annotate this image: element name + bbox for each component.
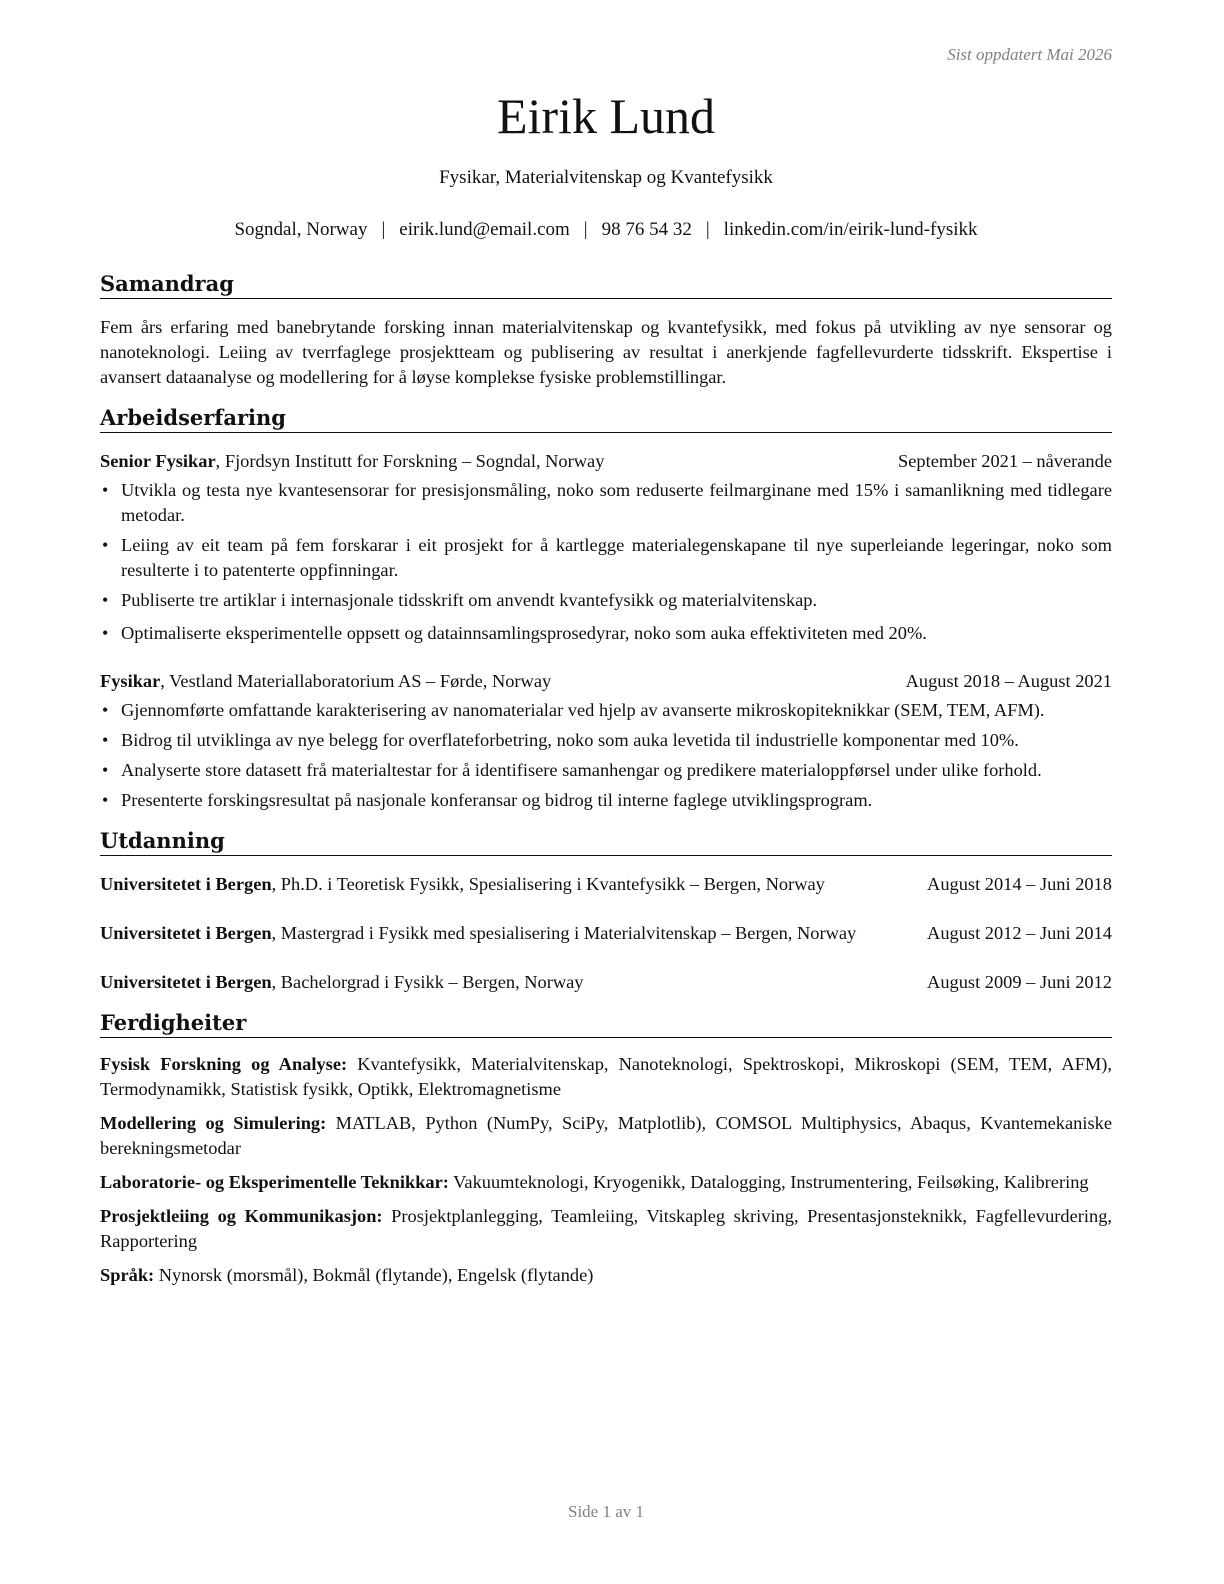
job-org: , Vestland Materiallaboratorium AS – Førde, Norway	[160, 671, 552, 691]
resume-content	[100, 270, 1112, 1297]
section-title-skills: Ferdigheiter	[100, 1009, 1112, 1038]
summary-text: Fem års erfaring med banebrytande forsking innan materialvitenskap og kvantefysikk, med fokus på utvikling av nye sensorar og nanoteknologi. Leiing av tverrfaglege prosjektteam og publisering av resultat i anerkjende fagfellevurderte tidsskrift. Ekspertise i avansert dataanalyse og modellering for å løyse komplekse fysiske problemstillingar.	[100, 317, 1112, 387]
job-bullets	[100, 698, 1112, 813]
contact-linkedin[interactable]: linkedin.com/in/eirik-lund-fysikk	[723, 219, 978, 240]
summary-section	[100, 270, 1112, 390]
job-org: , Fjordsyn Institutt for Forskning – Sogndal, Norway	[215, 451, 605, 471]
education-dates: August 2014 – Juni 2018	[927, 874, 1112, 894]
contact-phone: 98 76 54 32	[601, 219, 692, 240]
skill-group	[100, 1170, 1112, 1195]
skill-items: Kvantefysikk, Materialvitenskap, Nanoteknologi, Spektroskopi, Mikroskopi (SEM, TEM, AFM), Termodynamikk, Statistisk fysikk, Optikk, Elektromagnetisme	[100, 1054, 1112, 1099]
education-school: Universitetet i Bergen	[100, 923, 272, 943]
contact-email[interactable]: eirik.lund@email.com	[399, 219, 570, 240]
education-heading	[100, 872, 927, 897]
skill-label: Laboratorie- og Eksperimentelle Teknikkar:	[100, 1172, 449, 1192]
education-school: Universitetet i Bergen	[100, 972, 272, 992]
skill-group	[100, 1204, 1112, 1254]
education-degree: , Bachelorgrad i Fysikk – Bergen, Norway	[271, 972, 584, 992]
contact-separator: |	[705, 219, 710, 240]
job-dates: September 2021 – nåverande	[898, 451, 1112, 471]
education-entry	[100, 970, 1112, 995]
contact-line	[0, 219, 1212, 241]
job-header	[100, 449, 1112, 474]
education-heading	[100, 970, 927, 995]
job-heading	[100, 449, 876, 474]
skill-items: Vakuumteknologi, Kryogenikk, Datalogging, Instrumentering, Feilsøking, Kalibrering	[448, 1172, 1089, 1192]
job-bullet: • Optimaliserte eksperimentelle oppsett og datainnsamlingsprosedyrar, noko som auka effektiviteten med 20%.	[100, 621, 1112, 646]
job-role: Senior Fysikar	[100, 451, 216, 471]
person-title: Fysikar, Materialvitenskap og Kvantefysikk	[439, 167, 773, 188]
job-bullet: • Utvikla og testa nye kvantesensorar for presisjonsmåling, noko som reduserte feilmarginane med 15% i samanlikning med tidlegare metodar.	[100, 478, 1112, 528]
job-entry	[100, 449, 1112, 646]
skill-label: Språk:	[100, 1265, 155, 1285]
skills-list	[100, 1052, 1112, 1288]
section-title-experience: Arbeidserfaring	[100, 404, 1112, 433]
education-section	[100, 827, 1112, 995]
last-updated: Sist oppdatert Mai 2026	[947, 45, 1112, 64]
education-entry	[100, 872, 1112, 897]
skill-items: MATLAB, Python (NumPy, SciPy, Matplotlib), COMSOL Multiphysics, Abaqus, Kvantemekaniske berekningsmetodar	[100, 1113, 1112, 1158]
person-name: Eirik Lund	[496, 88, 716, 144]
job-bullet: • Analyserte store datasett frå materialtestar for å identifisere samanhengar og predikere materialoppførsel under ulike forhold.	[100, 758, 1112, 783]
job-bullet: • Presenterte forskingsresultat på nasjonale konferansar og bidrog til interne faglege utviklingsprogram.	[100, 788, 1112, 813]
education-entry	[100, 921, 1112, 946]
job-bullet: • Leiing av eit team på fem forskarar i eit prosjekt for å kartlegge materialegenskapane til nye superleiande legeringar, noko som resulterte i to patenterte oppfinningar.	[100, 533, 1112, 583]
education-degree: , Mastergrad i Fysikk med spesialisering i Materialvitenskap – Bergen, Norway	[271, 923, 857, 943]
job-bullet: • Publiserte tre artiklar i internasjonale tidsskrift om anvendt kvantefysikk og materialvitenskap.	[100, 588, 1112, 613]
section-title-education: Utdanning	[100, 827, 1112, 856]
skill-label: Fysisk Forskning og Analyse:	[100, 1054, 348, 1074]
skill-label: Prosjektleiing og Kommunikasjon:	[100, 1206, 383, 1226]
job-header	[100, 669, 1112, 694]
job-heading	[100, 669, 906, 694]
education-dates: August 2012 – Juni 2014	[927, 923, 1112, 943]
education-degree: , Ph.D. i Teoretisk Fysikk, Spesialisering i Kvantefysikk – Bergen, Norway	[271, 874, 825, 894]
contact-location: Sogndal, Norway	[234, 219, 368, 240]
skill-group	[100, 1111, 1112, 1161]
skill-label: Modellering og Simulering:	[100, 1113, 327, 1133]
job-entry	[100, 669, 1112, 813]
section-title-summary: Samandrag	[100, 270, 1112, 299]
job-dates: August 2018 – August 2021	[905, 671, 1112, 691]
job-role: Fysikar	[100, 671, 161, 691]
skill-items: Prosjektplanlegging, Teamleiing, Vitskapleg skriving, Presentasjonsteknikk, Fagfellevurdering, Rapportering	[100, 1206, 1112, 1251]
skill-items: Nynorsk (morsmål), Bokmål (flytande), Engelsk (flytande)	[154, 1265, 594, 1285]
education-school: Universitetet i Bergen	[100, 874, 272, 894]
page-number: Side 1 av 1	[567, 1502, 645, 1521]
contact-separator: |	[381, 219, 386, 240]
job-bullet: • Gjennomførte omfattande karakterisering av nanomaterialar ved hjelp av avanserte mikroskopiteknikkar (SEM, TEM, AFM).	[100, 698, 1112, 723]
experience-section	[100, 404, 1112, 813]
job-bullets	[100, 478, 1112, 646]
contact-separator: |	[583, 219, 588, 240]
skill-group	[100, 1052, 1112, 1102]
skill-group	[100, 1263, 1112, 1288]
education-heading	[100, 921, 927, 946]
education-dates: August 2009 – Juni 2012	[927, 972, 1112, 992]
job-bullet: • Bidrog til utviklinga av nye belegg for overflateforbetring, noko som auka levetida til industrielle komponentar med 10%.	[100, 728, 1112, 753]
skills-section	[100, 1009, 1112, 1288]
